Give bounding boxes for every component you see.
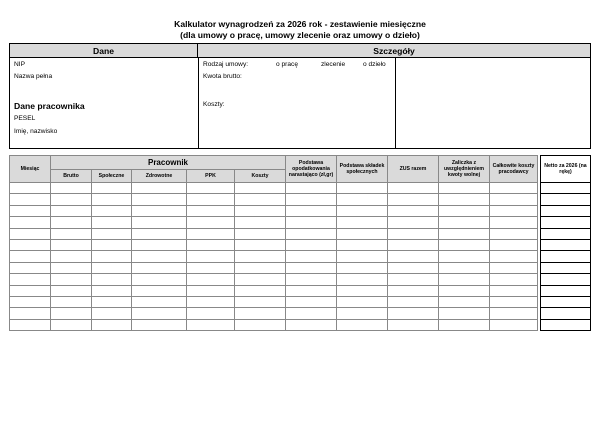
- table-cell[interactable]: [10, 251, 51, 262]
- table-cell[interactable]: [10, 285, 51, 296]
- table-cell[interactable]: [235, 262, 286, 273]
- table-cell[interactable]: [92, 251, 132, 262]
- netto-cell[interactable]: [541, 251, 591, 262]
- table-cell[interactable]: [235, 194, 286, 205]
- table-cell[interactable]: [187, 239, 235, 250]
- table-cell[interactable]: [187, 183, 235, 194]
- col-netto: Netto za 2026 (na rękę): [541, 156, 591, 183]
- table-cell[interactable]: [132, 308, 187, 319]
- table-cell[interactable]: [51, 319, 92, 330]
- table-cell[interactable]: [132, 285, 187, 296]
- table-cell[interactable]: [187, 285, 235, 296]
- table-cell[interactable]: [286, 285, 337, 296]
- table-cell[interactable]: [187, 205, 235, 216]
- netto-row: [541, 274, 591, 285]
- table-cell[interactable]: [132, 183, 187, 194]
- col-koszty-pracodawcy: Całkowite koszty pracodawcy: [490, 156, 538, 183]
- info-box: [9, 43, 591, 149]
- table-cell[interactable]: [92, 262, 132, 273]
- table-cell[interactable]: [187, 274, 235, 285]
- table-cell[interactable]: [490, 239, 538, 250]
- option-zlecenie[interactable]: zlecenie: [321, 61, 346, 68]
- table-cell[interactable]: [235, 274, 286, 285]
- netto-cell[interactable]: [541, 239, 591, 250]
- table-row: [10, 274, 538, 285]
- col-spoleczne: Społeczne: [92, 170, 132, 183]
- table-cell[interactable]: [187, 228, 235, 239]
- table-cell[interactable]: [235, 217, 286, 228]
- table-cell[interactable]: [92, 228, 132, 239]
- table-cell[interactable]: [51, 217, 92, 228]
- table-cell[interactable]: [187, 251, 235, 262]
- table-cell[interactable]: [490, 251, 538, 262]
- table-cell[interactable]: [235, 285, 286, 296]
- table-cell[interactable]: [337, 217, 388, 228]
- table-cell[interactable]: [51, 194, 92, 205]
- table-cell[interactable]: [235, 296, 286, 307]
- netto-cell[interactable]: [541, 183, 591, 194]
- netto-row: [541, 205, 591, 216]
- netto-row: [541, 285, 591, 296]
- table-row: [10, 205, 538, 216]
- table-cell[interactable]: [490, 285, 538, 296]
- table-cell[interactable]: [51, 228, 92, 239]
- table-cell[interactable]: [92, 239, 132, 250]
- col-zdrowotne: Zdrowotne: [132, 170, 187, 183]
- table-cell[interactable]: [92, 319, 132, 330]
- table-cell[interactable]: [490, 308, 538, 319]
- table-cell[interactable]: [490, 183, 538, 194]
- table-cell[interactable]: [132, 296, 187, 307]
- table-cell[interactable]: [490, 194, 538, 205]
- table-cell[interactable]: [286, 274, 337, 285]
- table-cell[interactable]: [10, 239, 51, 250]
- col-pracownik: Pracownik: [51, 156, 286, 170]
- table-cell[interactable]: [10, 183, 51, 194]
- netto-cell[interactable]: [541, 274, 591, 285]
- table-cell[interactable]: [337, 308, 388, 319]
- nazwa-label: Nazwa pełna: [14, 73, 53, 80]
- table-cell[interactable]: [51, 239, 92, 250]
- table-cell[interactable]: [92, 296, 132, 307]
- kwota-brutto-label: Kwota brutto:: [203, 73, 242, 80]
- szczegoly-header: Szczegóły: [198, 44, 590, 58]
- table-cell[interactable]: [187, 194, 235, 205]
- table-cell[interactable]: [388, 262, 439, 273]
- table-cell[interactable]: [235, 308, 286, 319]
- table-cell[interactable]: [439, 205, 490, 216]
- table-cell[interactable]: [10, 274, 51, 285]
- table-cell[interactable]: [51, 308, 92, 319]
- table-cell[interactable]: [388, 319, 439, 330]
- table-cell[interactable]: [132, 239, 187, 250]
- table-cell[interactable]: [337, 296, 388, 307]
- table-cell[interactable]: [51, 285, 92, 296]
- table-cell[interactable]: [235, 319, 286, 330]
- koszty-label: Koszty:: [203, 101, 225, 108]
- table-cell[interactable]: [51, 205, 92, 216]
- table-cell[interactable]: [388, 285, 439, 296]
- table-cell[interactable]: [132, 274, 187, 285]
- table-cell[interactable]: [10, 296, 51, 307]
- table-cell[interactable]: [187, 308, 235, 319]
- table-cell[interactable]: [132, 217, 187, 228]
- table-cell[interactable]: [490, 274, 538, 285]
- netto-row: [541, 308, 591, 319]
- table-cell[interactable]: [388, 183, 439, 194]
- table-cell[interactable]: [286, 308, 337, 319]
- table-cell[interactable]: [10, 205, 51, 216]
- table-row: [10, 308, 538, 319]
- table-cell[interactable]: [187, 262, 235, 273]
- table-cell[interactable]: [92, 285, 132, 296]
- table-cell[interactable]: [490, 262, 538, 273]
- table-cell[interactable]: [10, 262, 51, 273]
- netto-cell[interactable]: [541, 285, 591, 296]
- table-row: [10, 285, 538, 296]
- option-o-dzielo[interactable]: o dzieło: [363, 61, 386, 68]
- table-cell[interactable]: [388, 251, 439, 262]
- table-cell[interactable]: [286, 194, 337, 205]
- table-row: [10, 183, 538, 194]
- table-row: [10, 319, 538, 330]
- table-cell[interactable]: [92, 274, 132, 285]
- table-cell[interactable]: [439, 239, 490, 250]
- table-cell[interactable]: [337, 274, 388, 285]
- table-cell[interactable]: [439, 262, 490, 273]
- table-cell[interactable]: [439, 319, 490, 330]
- table-cell[interactable]: [388, 205, 439, 216]
- table-cell[interactable]: [388, 308, 439, 319]
- table-cell[interactable]: [490, 228, 538, 239]
- imie-nazwisko-label: Imię, nazwisko: [14, 128, 58, 135]
- col-podstawa-opodatkowania: Podstawa opodatkowania narastająco (zł,gr): [286, 156, 337, 183]
- table-cell[interactable]: [51, 262, 92, 273]
- col-ppk: PPK: [187, 170, 235, 183]
- table-cell[interactable]: [490, 217, 538, 228]
- netto-cell[interactable]: [541, 308, 591, 319]
- table-cell[interactable]: [286, 296, 337, 307]
- table-row: [10, 296, 538, 307]
- col-zus-razem: ZUS razem: [388, 156, 439, 183]
- netto-row: [541, 217, 591, 228]
- col-zaliczka: Zaliczka z uwzględnieniem kwoty wolnej: [439, 156, 490, 183]
- table-cell[interactable]: [235, 251, 286, 262]
- table-cell[interactable]: [51, 274, 92, 285]
- divider: [395, 58, 396, 148]
- table-cell[interactable]: [10, 217, 51, 228]
- netto-cell[interactable]: [541, 217, 591, 228]
- table-row: [10, 194, 538, 205]
- netto-row: [541, 228, 591, 239]
- table-cell[interactable]: [10, 308, 51, 319]
- table-cell[interactable]: [337, 194, 388, 205]
- table-cell[interactable]: [337, 228, 388, 239]
- table-cell[interactable]: [286, 183, 337, 194]
- table-cell[interactable]: [439, 183, 490, 194]
- col-miesiac: Miesiąc: [10, 156, 51, 183]
- table-cell[interactable]: [337, 183, 388, 194]
- table-cell[interactable]: [286, 217, 337, 228]
- table-cell[interactable]: [235, 228, 286, 239]
- table-row: [10, 239, 538, 250]
- table-cell[interactable]: [187, 217, 235, 228]
- netto-cell[interactable]: [541, 228, 591, 239]
- table-cell[interactable]: [490, 319, 538, 330]
- rodzaj-umowy-label: Rodzaj umowy:: [203, 61, 249, 68]
- table-cell[interactable]: [337, 239, 388, 250]
- table-cell[interactable]: [286, 205, 337, 216]
- table-cell[interactable]: [286, 262, 337, 273]
- table-cell[interactable]: [286, 251, 337, 262]
- netto-table: [540, 155, 591, 331]
- netto-cell[interactable]: [541, 262, 591, 273]
- netto-row: [541, 251, 591, 262]
- table-cell[interactable]: [235, 205, 286, 216]
- dane-pracownika-heading: Dane pracownika: [14, 101, 85, 111]
- table-cell[interactable]: [337, 262, 388, 273]
- table-row: [10, 262, 538, 273]
- netto-cell[interactable]: [541, 205, 591, 216]
- table-cell[interactable]: [92, 217, 132, 228]
- col-brutto: Brutto: [51, 170, 92, 183]
- netto-row: [541, 262, 591, 273]
- table-cell[interactable]: [286, 319, 337, 330]
- pesel-label: PESEL: [14, 115, 36, 122]
- document-title: Kalkulator wynagrodzeń za 2026 rok - zestawienie miesięczne: [174, 19, 426, 29]
- divider: [198, 58, 199, 148]
- netto-row: [541, 239, 591, 250]
- table-cell[interactable]: [388, 194, 439, 205]
- table-cell[interactable]: [92, 308, 132, 319]
- netto-row: [541, 319, 591, 330]
- netto-cell[interactable]: [541, 194, 591, 205]
- table-cell[interactable]: [132, 251, 187, 262]
- table-cell[interactable]: [439, 251, 490, 262]
- table-cell[interactable]: [235, 183, 286, 194]
- table-cell[interactable]: [337, 251, 388, 262]
- table-cell[interactable]: [286, 228, 337, 239]
- option-o-prace[interactable]: o pracę: [276, 61, 298, 68]
- nip-label: NIP: [14, 61, 25, 68]
- table-cell[interactable]: [10, 228, 51, 239]
- table-row: [10, 217, 538, 228]
- table-cell[interactable]: [439, 228, 490, 239]
- netto-cell[interactable]: [541, 319, 591, 330]
- table-cell[interactable]: [439, 274, 490, 285]
- table-cell[interactable]: [439, 285, 490, 296]
- col-koszty: Koszty: [235, 170, 286, 183]
- table-cell[interactable]: [388, 296, 439, 307]
- table-cell[interactable]: [337, 319, 388, 330]
- netto-row: [541, 296, 591, 307]
- table-cell[interactable]: [132, 319, 187, 330]
- table-cell[interactable]: [490, 205, 538, 216]
- table-cell[interactable]: [286, 239, 337, 250]
- table-cell[interactable]: [388, 228, 439, 239]
- table-cell[interactable]: [337, 205, 388, 216]
- table-cell[interactable]: [92, 194, 132, 205]
- table-cell[interactable]: [388, 217, 439, 228]
- table-cell[interactable]: [10, 319, 51, 330]
- table-row: [10, 228, 538, 239]
- table-cell[interactable]: [235, 239, 286, 250]
- table-cell[interactable]: [187, 319, 235, 330]
- col-podstawa-skladek: Podstawa składek społecznych: [337, 156, 388, 183]
- table-cell[interactable]: [132, 205, 187, 216]
- table-cell[interactable]: [92, 205, 132, 216]
- table-cell[interactable]: [337, 285, 388, 296]
- table-row: [10, 251, 538, 262]
- netto-row: [541, 194, 591, 205]
- table-cell[interactable]: [439, 194, 490, 205]
- table-cell[interactable]: [388, 274, 439, 285]
- table-cell[interactable]: [132, 194, 187, 205]
- netto-cell[interactable]: [541, 296, 591, 307]
- table-cell[interactable]: [92, 183, 132, 194]
- table-cell[interactable]: [51, 251, 92, 262]
- table-cell[interactable]: [388, 239, 439, 250]
- table-cell[interactable]: [490, 296, 538, 307]
- table-cell[interactable]: [10, 194, 51, 205]
- dane-header: Dane: [10, 44, 198, 58]
- table-cell[interactable]: [439, 296, 490, 307]
- table-cell[interactable]: [439, 308, 490, 319]
- salary-table: [9, 155, 538, 331]
- table-cell[interactable]: [132, 262, 187, 273]
- table-cell[interactable]: [51, 183, 92, 194]
- netto-row: [541, 183, 591, 194]
- table-cell[interactable]: [51, 296, 92, 307]
- document-subtitle: (dla umowy o pracę, umowy zlecenie oraz umowy o dzieło): [180, 30, 420, 40]
- table-cell[interactable]: [132, 228, 187, 239]
- table-cell[interactable]: [439, 217, 490, 228]
- table-cell[interactable]: [187, 296, 235, 307]
